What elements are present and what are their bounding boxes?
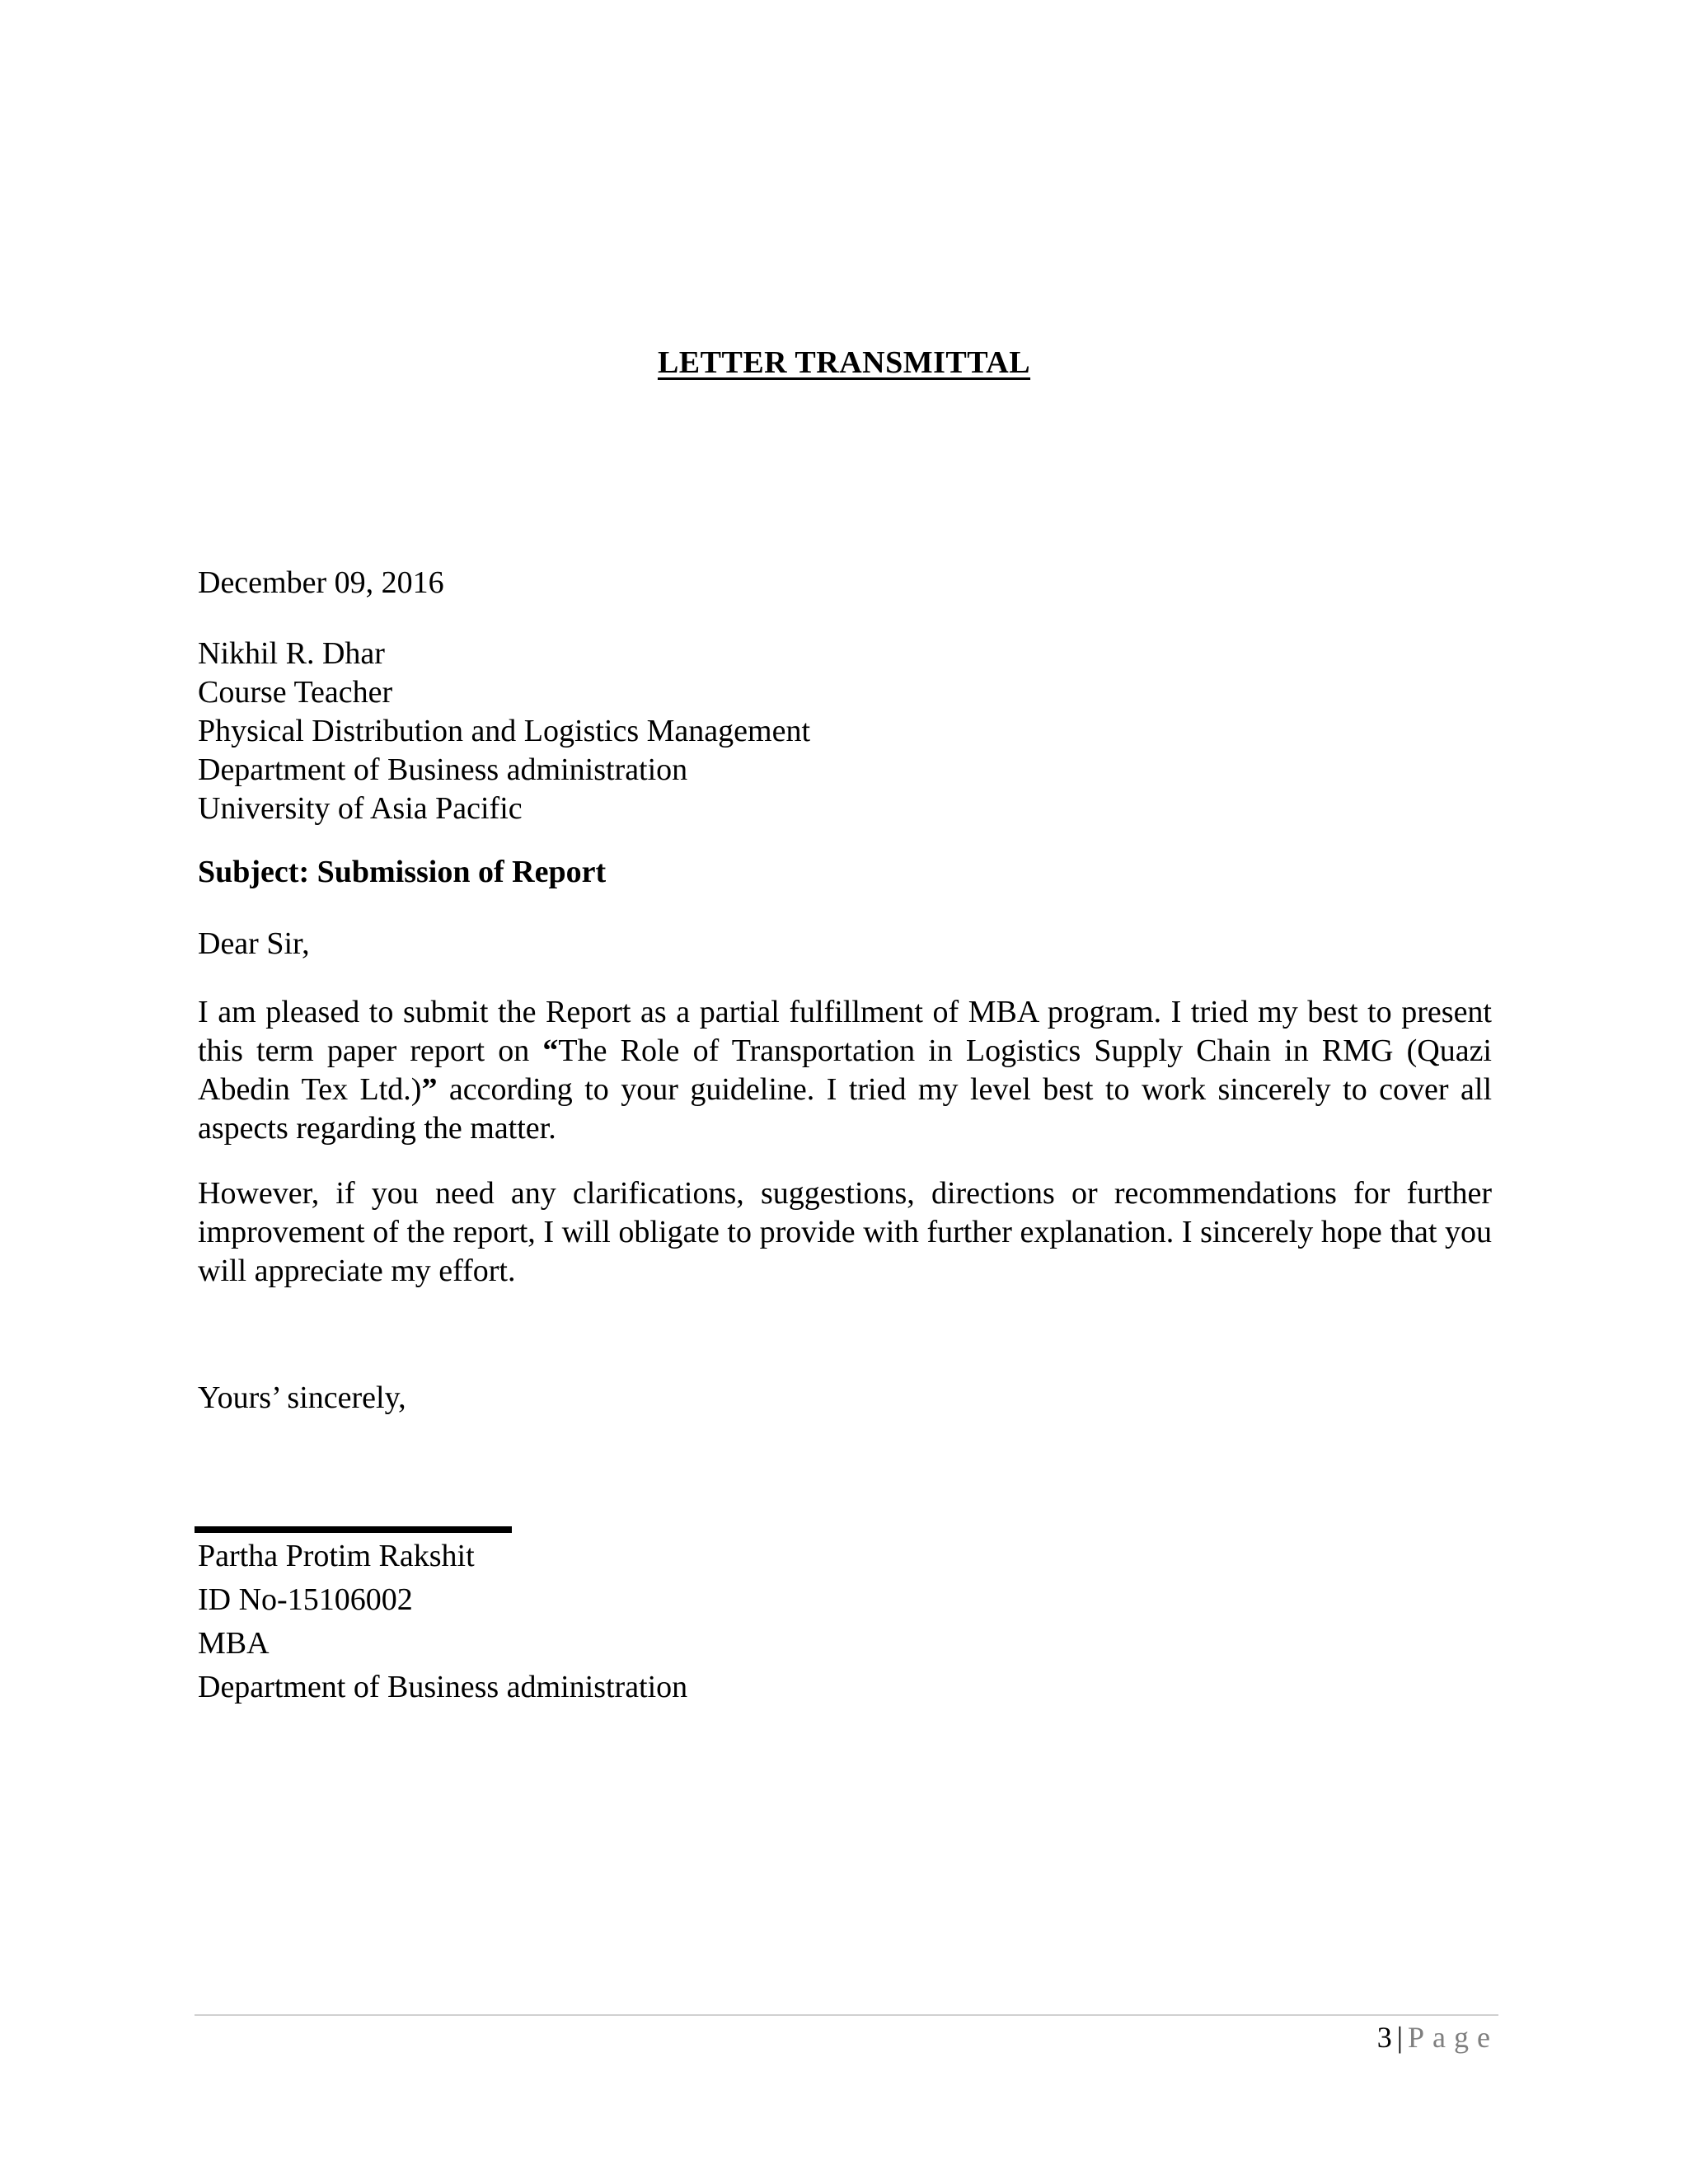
recipient-name: Nikhil R. Dhar [198, 636, 385, 671]
page-number: 3 [1376, 2021, 1392, 2054]
paragraph-1-text-end: according to your guideline. I tried my level best to work sincerely to cover all aspects regarding the matter. [198, 1072, 1493, 1146]
page-footer [1377, 2018, 1498, 2057]
body-paragraph-1 [198, 993, 1492, 1148]
letter-title: LETTER TRANSMITTAL [657, 345, 1031, 380]
report-title-quote: “The Role of Transportation in Logistics Supply Chain in RMG (Quazi Abedin Tex Ltd.)” [198, 1033, 1492, 1107]
footer-divider [195, 2014, 1498, 2016]
page-separator: | [1396, 2021, 1404, 2054]
sender-program: MBA [198, 1626, 270, 1661]
sender-name: Partha Protim Rakshit [198, 1539, 475, 1573]
recipient-university: University of Asia Pacific [198, 791, 523, 826]
sender-id: ID No-15106002 [198, 1582, 413, 1617]
recipient-department: Department of Business administration [198, 752, 688, 787]
letter-subject: Subject: Submission of Report [198, 855, 607, 889]
recipient-course: Physical Distribution and Logistics Management [198, 714, 811, 748]
paragraph-1-text-start: I am pleased to submit the Report as a partial fulfillment of MBA program. I tried my best to present this term paper report on [198, 995, 1492, 1068]
recipient-position: Course Teacher [198, 675, 393, 710]
signature-line [195, 1526, 512, 1533]
sender-department: Department of Business administration [198, 1670, 688, 1704]
page-label: Page [1408, 2021, 1498, 2054]
body-paragraph-2: However, if you need any clarifications, suggestions, directions or recommendations for further improvement of the report, I will obligate to provide with further explanation. I sincerely hope that you will appreciate my effort. [198, 1176, 1492, 1288]
letter-salutation: Dear Sir, [198, 926, 310, 961]
letter-closing: Yours’ sincerely, [198, 1380, 406, 1415]
sender-block [198, 1535, 1492, 1709]
letter-date: December 09, 2016 [198, 565, 444, 600]
recipient-address [198, 635, 1492, 828]
